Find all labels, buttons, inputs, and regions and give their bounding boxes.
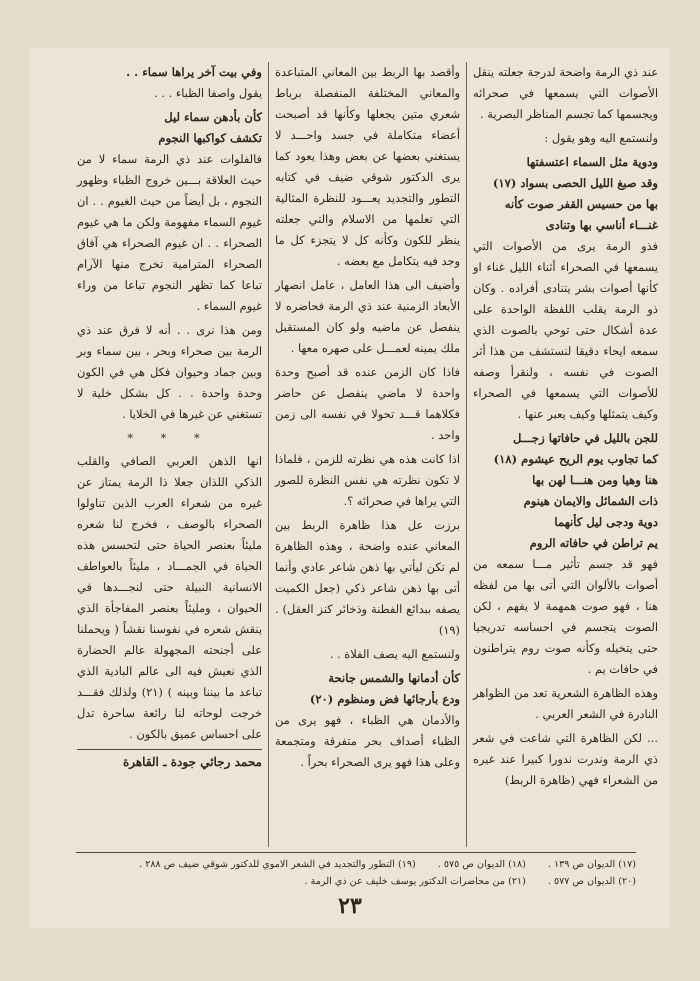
footnote-item (438, 856, 526, 873)
paragraph: انها الذهن العربي الصافي والقلب الذكي اللذان جعلا ذا الرمة يمتاز عن غيره من شعراء العرب الذين تناولوا الصحراء بالوصف ، فخرج لنا شعره مليئاً بعنصر الحياة حتى لتحسس هذه الحياة في الجمـــاد ، مليئاً بالعواطف الانسانية النبيلة حتى لنجـــدها في الحيوان ، ومليئاً بعنصر المفاجأة الذي ينقش شعره في نفوسنا نقشاً ( ويحملنا على أجنحته المجهولة عالم الحضارة الذي نعيش فيه الى عالم البادية الذي تباعد ما بيننا وبينه ) (٢١) ولذلك فقـــد خرجت لوحاته لنا رائعة ساحرة تدل على احساس عميق بالكون . (77, 454, 262, 741)
poem-verse: للجن بالليل في حافاتها زجـــل (512, 431, 658, 445)
paragraph: برزت عل هذا ظاهرة الربط بين المعاني عنده واضحة ، وهذه الظاهرة لم تكن ليأتي بها ذهن شاعر عادي وأنما أتى بها ذهن شاعر ذكي (جعل الكميت يصفه ببدائع الفطنة وذخائر كنز العقل) . (١٩) (275, 518, 460, 637)
footnotes (76, 852, 636, 890)
paragraph: ومن هذا نرى . . أنه لا فرق عند ذي الرمة بين صحراء وبحر ، بين سماء وبر وبين جماد وحيوان فكل هي في الكون وحدة واحدة . . كل بشكل خلية لا تستغني عن غيرها في الخلايا . (77, 323, 262, 421)
author-signature: محمد رجائي جودة ـ القاهرة (77, 749, 262, 773)
column-divider (466, 62, 467, 847)
poem-verse: وفي بيت آخر يراها سماء . . (126, 65, 262, 79)
paragraph: فهو قد جسم تأثير مـــا سمعه من أصوات بالألوان التي أتى بها من لفظه هنا ، فهو صوت همهمة لا يفهم ، لكن الصوت يتجسم في احساسه تدريجيا حتى يتخيله وكأنه صوت روم يتراطنون في حافات يم . (473, 557, 658, 676)
footnote-row (76, 873, 636, 890)
footnote-row (76, 856, 636, 873)
column-left (71, 62, 268, 847)
paragraph: وأضيف الى هذا العامل ، عامل انصهار الأبعاد الزمنية عند ذي الرمة فحاضره لا ينفصل عن ماضيه ولو كان المستقبل ملك يمينه لعمـــل على صهره معها . (275, 278, 460, 355)
footnote-ref: (١٧) (618, 859, 636, 870)
paragraph: عند ذي الرمة واضحة لدرجة جعلته ينقل الأصوات التي يسمعها في صحرائه ويجسمها كما تجسم المناظر البصرية . (473, 65, 658, 121)
paragraph: فاذا كان الزمن عنده قد أصبح وحدة واحدة لا ماضي ينفصل عن حاضر فكلاهما قـــد تحولا في نفسه الى زمن واحد . (275, 365, 460, 442)
poem-verse: كأن بأدهن سماء ليل (164, 110, 262, 124)
poem-verse: تكشف كواكبها النجوم (158, 131, 262, 145)
poem-verse: غنـــاء أناسي بها وتنادى (545, 218, 658, 232)
poem-verse: كأن أدمانها والشمس جانحة (328, 671, 460, 685)
poem-verse: يم تراطن في حافاته الروم (529, 536, 658, 550)
paragraph: وهذه الظاهرة الشعرية تعد من الظواهر النادرة في الشعر العربي . (473, 686, 658, 721)
paragraph: فذو الرمة يرى من الأصوات التي يسمعها في الصحراء أثناء الليل غناء او كأنها أصوات بشر يتنادى أفراده . وكان ذو الرمة يقلب اللفظة الواحدة على عدة أشكال حتى توحي بالصوت الذي سمعه ايحاء دقيقا لنستشف من هذا أثر الصوت في نفسه ، ولنقرأ وصفه للأصوات التي يسمعها في الصحراء وكيف يتمثلها وكيف يعبر عنها . (473, 239, 658, 421)
footnote-text: الديوان ص ٥٧٧ . (547, 876, 616, 887)
paragraph: اذا كانت هذه هي نظرته للزمن ، فلماذا لا تكون نظرته هي نفس النظرة للصور التي يراها في صحرائه ؟. (275, 452, 460, 508)
paragraph: ... لكن الظاهرة التي شاعت في شعر ذي الرمة وندرت ندورا كبيرا عند غيره من الشعراء فهي (ظاهرة الربط) (473, 731, 658, 787)
column-right (467, 62, 664, 847)
paragraph: فالفلوات عند ذي الرمة سماء لا من حيث العلاقة بـــين خروج الظباء وظهور النجوم ، بل أيضاً من حيث الغيوم . . ان غيوم السماء مفهومة ولكن ما هي غيوم الصحراء . . ان غيوم الصحراء هي آفاق الصحراء المترامية تخرج منها الآرام تباعا كما تظهر النجوم تباعا من وراء غيوم السماء . (77, 152, 262, 313)
footnote-item (548, 873, 636, 890)
footnote-item (548, 856, 636, 873)
paragraph: يقول واصفا الظباء . . . (154, 86, 262, 100)
poem-verse: دوية ودجى ليل كأنهما (554, 515, 658, 529)
footnote-ref: (١٩) (397, 859, 416, 870)
section-separator: * * * (127, 431, 212, 445)
footnote-text: من محاضرات الدكتور يوسف خليف عن ذي الرمة . (304, 876, 505, 887)
poem-verse: بها من حسيس القفر صوت كأنه (504, 197, 658, 211)
footnote-text: التطور والتجديد في الشعر الاموي للدكتور شوقي ضيف ص ٢٨٨ . (139, 859, 395, 870)
poem-verse: ذات الشمائل والايمان هينوم (523, 494, 658, 508)
paragraph: ولنستمع اليه وهو يقول : (544, 131, 658, 145)
footnote-text: الديوان ص ١٣٩ . (547, 859, 616, 870)
page-number: ٢٣ (338, 893, 362, 919)
column-middle (269, 62, 466, 847)
footnote-text: الديوان ص ٥٧٥ . (437, 859, 505, 870)
footnote-ref: (٢١) (508, 876, 526, 887)
footnote-item (305, 873, 526, 890)
paragraph: والأدمان هي الظباء ، فهو يرى من الظباء أصداف بحر متفرقة ومتجمعة وعلى هذا فهو يرى الصحراء بحراً . (275, 713, 460, 769)
footnote-item (139, 856, 416, 873)
footnote-ref: (٢٠) (618, 876, 636, 887)
footnote-ref: (١٨) (508, 859, 526, 870)
poem-verse: ودوية مثل السماء اعتسفتها (526, 155, 658, 169)
poem-verse: وقد صبغ الليل الحصى بسواد (١٧) (492, 176, 658, 190)
paragraph: ولنستمع اليه يصف الفلاة . . (329, 647, 460, 661)
poem-verse: هنا وهيا ومن هنـــا لهن بها (532, 473, 658, 487)
poem-verse: ودع بأرجائها فض ومنظوم (٢٠) (309, 692, 460, 706)
column-divider (268, 62, 269, 847)
poem-verse: كما تجاوب يوم الريح عيشوم (١٨) (493, 452, 658, 466)
article-columns (38, 62, 664, 847)
paragraph: وأقصد بها الربط بين المعاني المتباعدة والمعاني المختلفة المنفصلة برباط شعري متين يجعلها وكأنها قد أصبحت أعضاء متكاملة في جسد واحـــد لا يستغني بعضها عن بعض وهذا يعود كما يرى الدكتور شوقي ضيف في كتابه التطور والتجديد يعـــود للنظرة المثالية التي تعلمها من الاسلام والتي جعلته ينظر للكون وكأنه كل لا يتجزء كل ما وجد فيه يتكامل مع بعضه . (275, 65, 460, 268)
